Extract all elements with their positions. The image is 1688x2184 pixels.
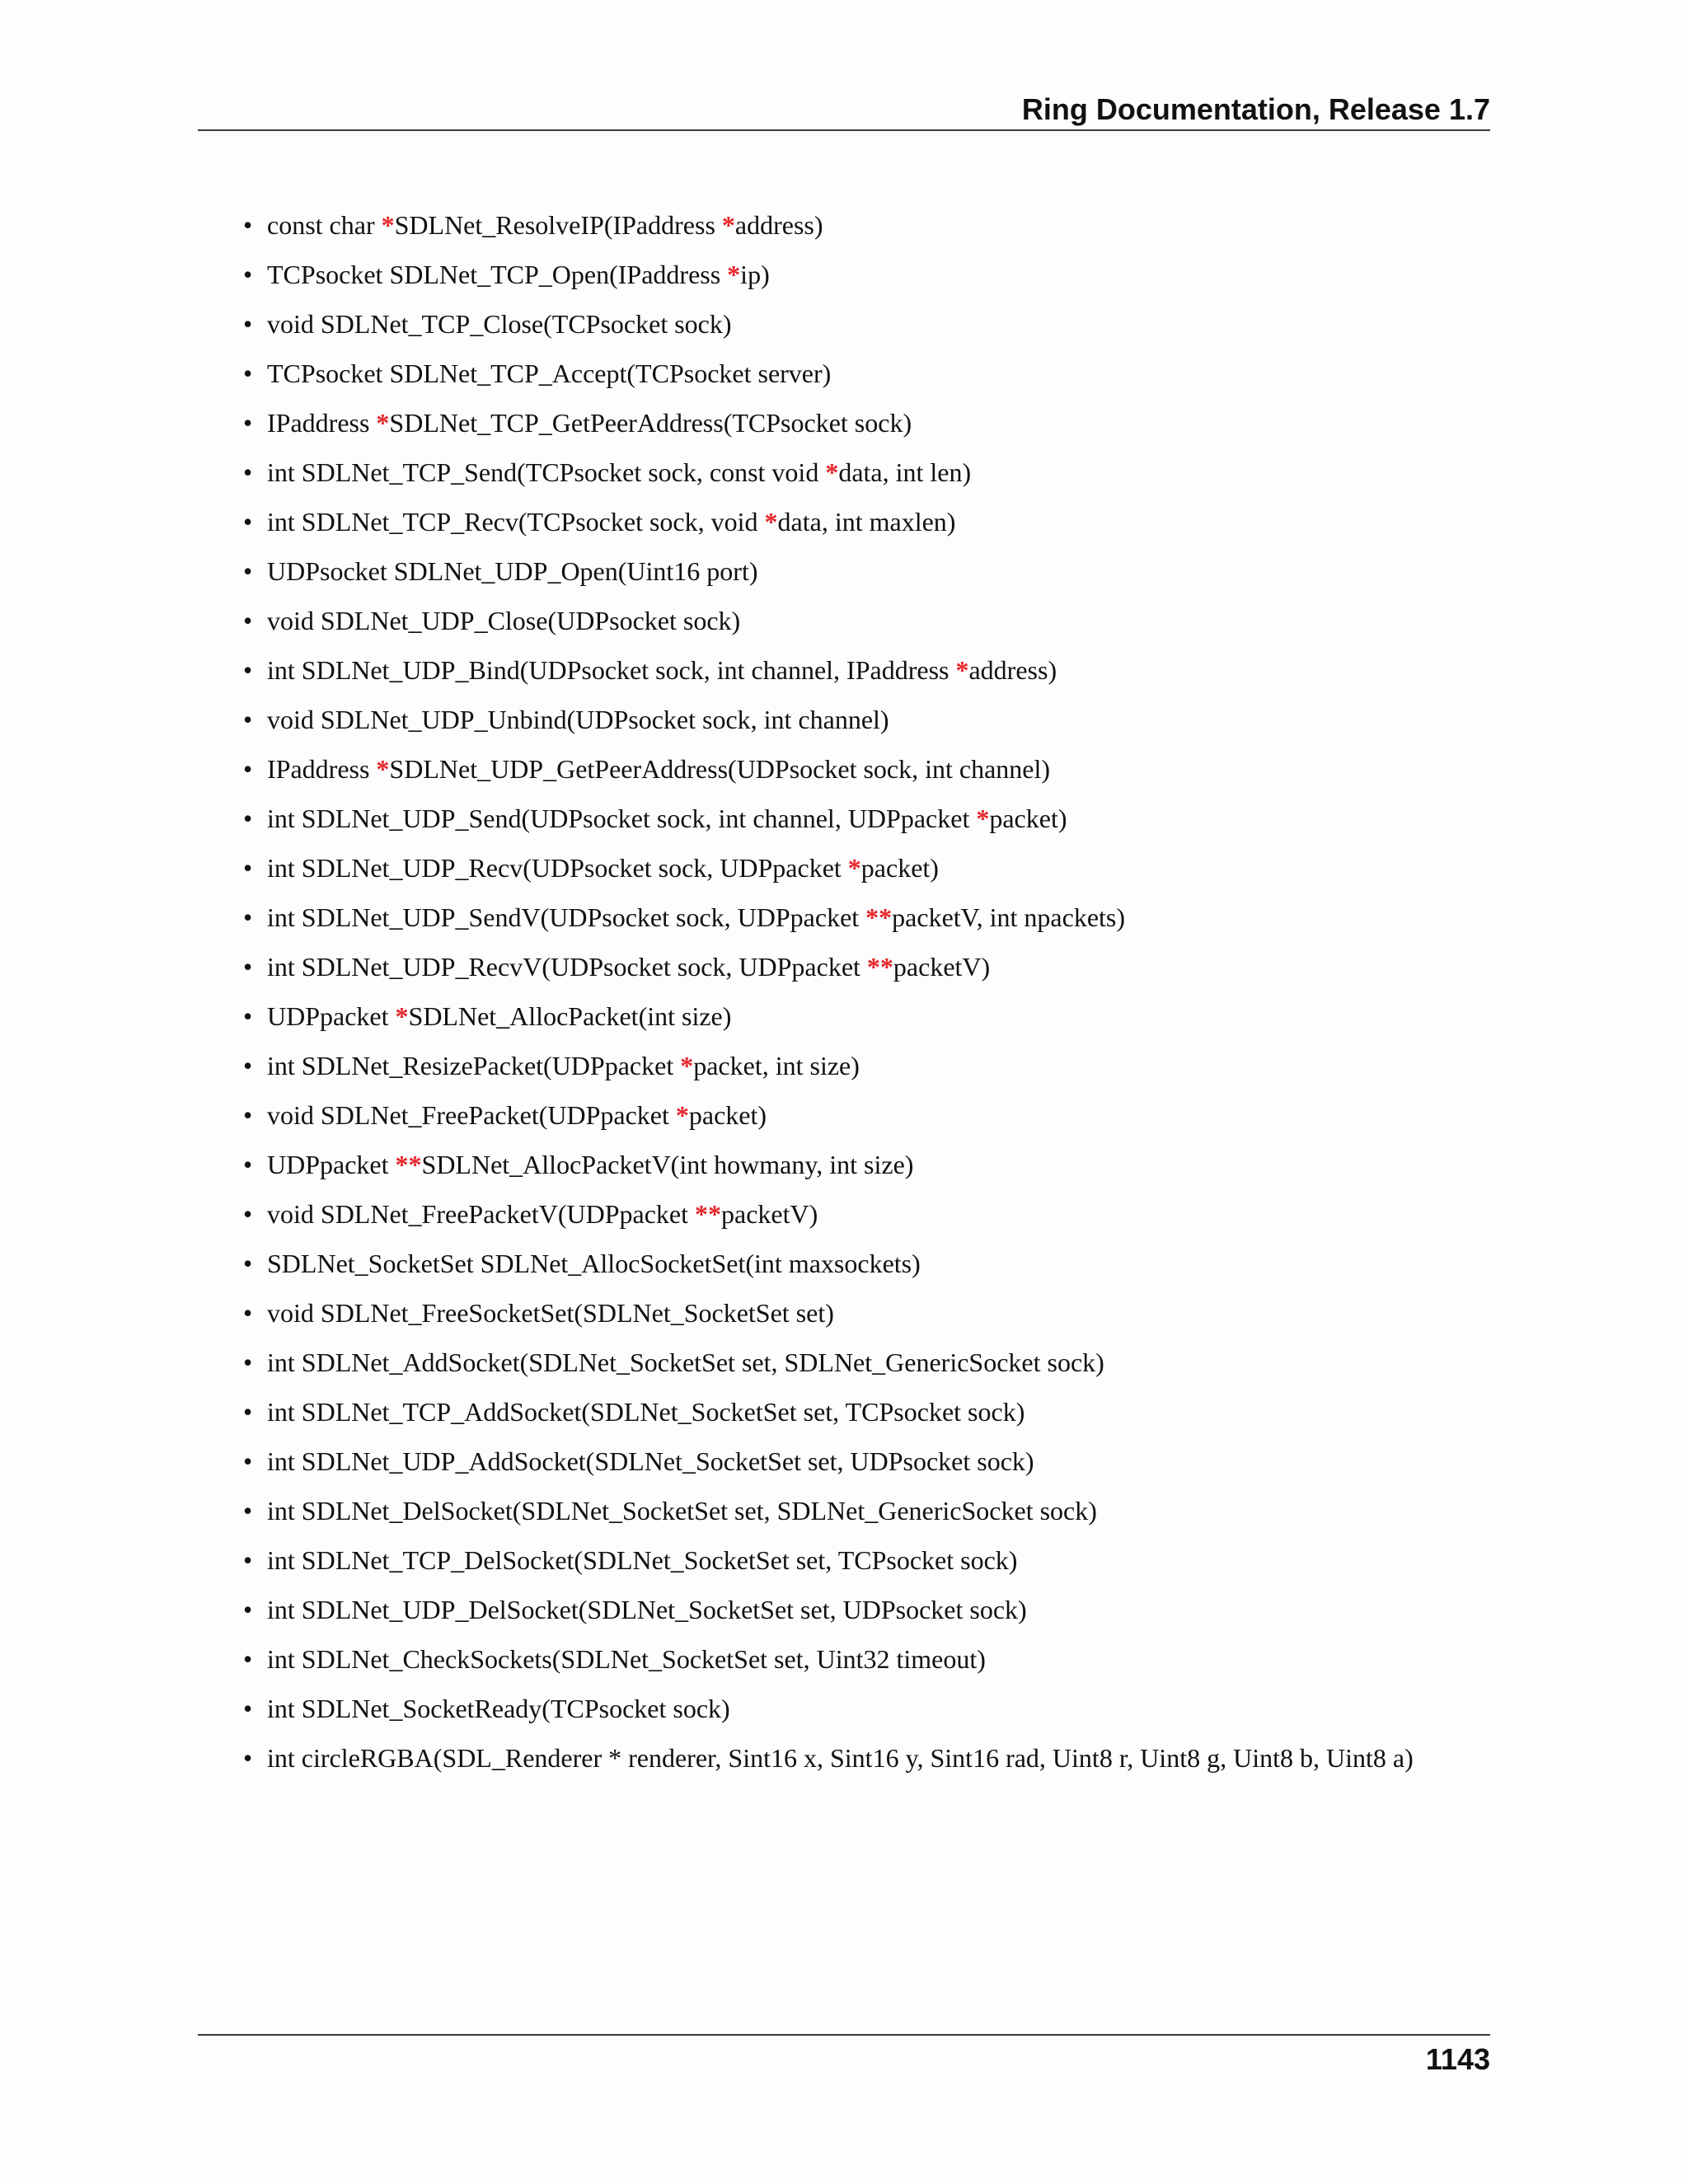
list-item [243,398,1562,448]
bullet-icon: • [243,506,253,537]
signature-text: data, int len) [838,457,972,487]
signature-text: void SDLNet_UDP_Unbind(UDPsocket sock, int channel) [267,704,889,734]
pointer-star: * [376,407,390,438]
signature-text: SDLNet_ResolveIP(IPaddress [394,209,722,240]
function-signature [267,1298,834,1329]
bullet-icon: • [243,1099,253,1130]
bullet-icon: • [243,1198,253,1229]
function-signature [267,556,758,587]
signature-text: int SDLNet_AddSocket(SDLNet_SocketSet set, SDLNet_GenericSocket sock) [267,1347,1104,1377]
list-item [243,1486,1562,1535]
bullet-icon: • [243,555,253,586]
bullet-icon: • [243,1248,253,1278]
list-item [243,1585,1562,1634]
signature-text: packetV, int npackets) [892,902,1126,932]
list-item [243,349,1562,398]
signature-text: TCPsocket SDLNet_TCP_Open(IPaddress [267,259,728,289]
function-signature [267,705,889,735]
signature-text: int SDLNet_ResizePacket(UDPpacket [267,1050,681,1080]
function-signature [267,309,732,340]
bullet-icon: • [243,1594,253,1624]
function-signature [267,804,1067,834]
pointer-star: * [764,506,778,537]
signature-text: address) [734,209,823,240]
list-item [243,1189,1562,1239]
list-item [243,1140,1562,1189]
signature-text: packet, int size) [693,1050,860,1080]
signature-text: packetV) [720,1198,818,1229]
signature-text: int SDLNet_DelSocket(SDLNet_SocketSet set, SDLNet_GenericSocket sock) [267,1495,1097,1526]
bullet-icon: • [243,1742,253,1773]
list-item [243,1684,1562,1733]
bullet-icon: • [243,605,253,635]
pointer-star: ** [395,1149,422,1179]
function-signature [267,1001,731,1032]
function-signature [267,1051,860,1081]
pointer-star: ** [865,902,893,932]
bullet-icon: • [243,1347,253,1377]
function-signature [267,1644,986,1675]
pointer-star: * [376,753,390,784]
pointer-star: * [847,852,861,883]
function-signature [267,457,971,488]
list-item [243,744,1562,794]
bullet-icon: • [243,407,253,438]
list-item [243,1288,1562,1338]
signature-text: UDPpacket [267,1149,396,1179]
function-signature [267,1446,1034,1477]
pointer-star: * [381,209,395,240]
list-item [243,448,1562,497]
bullet-icon: • [243,1149,253,1179]
signature-text: int SDLNet_UDP_DelSocket(SDLNet_SocketSet set, UDPsocket sock) [267,1594,1027,1624]
pointer-star: * [825,457,839,487]
signature-text: int SDLNet_UDP_Recv(UDPsocket sock, UDPpacket [267,852,848,883]
function-signature [267,1397,1025,1427]
signature-text: void SDLNet_UDP_Close(UDPsocket sock) [267,605,741,635]
pointer-star: * [675,1099,689,1130]
bullet-icon: • [243,1495,253,1526]
function-signature [267,606,740,636]
function-signature [267,1743,1414,1774]
pointer-star: ** [694,1198,721,1229]
signature-text: int SDLNet_UDP_RecvV(UDPsocket sock, UDPpacket [267,951,867,982]
list-item [243,299,1562,349]
list-item [243,1436,1562,1486]
list-item [243,1634,1562,1684]
signature-text: UDPsocket SDLNet_UDP_Open(Uint16 port) [267,555,758,586]
bullet-icon: • [243,852,253,883]
signature-text: IPaddress [267,407,377,438]
list-item [243,843,1562,893]
function-signature [267,1694,730,1724]
function-signature [267,1545,1017,1576]
signature-text: void SDLNet_TCP_Close(TCPsocket sock) [267,308,732,339]
list-item [243,250,1562,299]
pointer-star: * [955,654,969,685]
function-signature [267,1249,921,1279]
bullet-icon: • [243,654,253,685]
signature-text: SDLNet_AllocPacket(int size) [408,1001,732,1031]
footer-rule [198,2034,1490,2036]
signature-text: data, int maxlen) [777,506,956,537]
signature-text: TCPsocket SDLNet_TCP_Accept(TCPsocket server) [267,358,832,388]
signature-text: SDLNet_TCP_GetPeerAddress(TCPsocket sock) [389,407,912,438]
signature-text: int SDLNet_UDP_SendV(UDPsocket sock, UDPpacket [267,902,866,932]
bullet-icon: • [243,753,253,784]
list-item [243,942,1562,991]
signature-text: packet) [860,852,939,883]
list-item [243,596,1562,645]
signature-text: const char [267,209,382,240]
function-signature [267,952,990,982]
list-item [243,1041,1562,1090]
signature-text: void SDLNet_FreeSocketSet(SDLNet_SocketSet set) [267,1297,834,1328]
signature-text: SDLNet_AllocPacketV(int howmany, int size) [421,1149,914,1179]
list-item [243,1239,1562,1288]
bullet-icon: • [243,1693,253,1723]
function-signature [267,1496,1097,1526]
signature-text: UDPpacket [267,1001,396,1031]
signature-text: SDLNet_UDP_GetPeerAddress(UDPsocket sock, int channel) [389,753,1051,784]
list-item [243,1733,1562,1783]
header-rule [198,129,1490,131]
signature-text: int SDLNet_CheckSockets(SDLNet_SocketSet set, Uint32 timeout) [267,1643,986,1674]
function-signature [267,507,955,537]
signature-text: packet) [989,803,1067,833]
function-signature [267,359,831,389]
function-signature [267,408,912,438]
bullet-icon: • [243,308,253,339]
signature-text: int SDLNet_UDP_AddSocket(SDLNet_SocketSet set, UDPsocket sock) [267,1446,1034,1476]
bullet-icon: • [243,803,253,833]
bullet-icon: • [243,259,253,289]
function-signature [267,1595,1027,1625]
pointer-star: * [680,1050,694,1080]
signature-text: int SDLNet_TCP_Recv(TCPsocket sock, void [267,506,765,537]
list-item [243,1387,1562,1436]
function-signature [267,210,823,241]
signature-text: IPaddress [267,753,377,784]
bullet-icon: • [243,457,253,487]
list-item [243,200,1562,250]
bullet-icon: • [243,1544,253,1575]
function-signature [267,853,939,883]
bullet-icon: • [243,1001,253,1031]
bullet-icon: • [243,209,253,240]
pointer-star: * [395,1001,409,1031]
signature-text: int SDLNet_TCP_Send(TCPsocket sock, const void [267,457,826,487]
signature-text: int SDLNet_TCP_AddSocket(SDLNet_SocketSet set, TCPsocket sock) [267,1396,1025,1427]
function-signature-list [243,200,1562,1783]
bullet-icon: • [243,358,253,388]
pointer-star: * [976,803,990,833]
list-item [243,645,1562,695]
bullet-icon: • [243,1050,253,1080]
bullet-icon: • [243,1643,253,1674]
function-signature [267,1150,913,1180]
signature-text: address) [968,654,1057,685]
function-signature [267,260,770,290]
list-item [243,695,1562,744]
list-item [243,794,1562,843]
bullet-icon: • [243,902,253,932]
signature-text: ip) [740,259,770,289]
list-item [243,497,1562,546]
pointer-star: * [721,209,735,240]
function-signature [267,1347,1104,1378]
list-item [243,1090,1562,1140]
list-item [243,893,1562,942]
signature-text: int SDLNet_UDP_Send(UDPsocket sock, int channel, UDPpacket [267,803,977,833]
function-signature [267,655,1057,686]
bullet-icon: • [243,1396,253,1427]
function-signature [267,1199,818,1230]
function-signature [267,902,1125,933]
signature-text: void SDLNet_FreePacket(UDPpacket [267,1099,676,1130]
function-signature [267,754,1050,785]
pointer-star: * [727,259,741,289]
signature-text: packetV) [893,951,991,982]
page-number: 1143 [1425,2042,1490,2076]
bullet-icon: • [243,704,253,734]
signature-text: int SDLNet_TCP_DelSocket(SDLNet_SocketSet set, TCPsocket sock) [267,1544,1018,1575]
signature-text: void SDLNet_FreePacketV(UDPpacket [267,1198,695,1229]
signature-text: int SDLNet_SocketReady(TCPsocket sock) [267,1693,730,1723]
list-item [243,991,1562,1041]
signature-text: packet) [688,1099,767,1130]
bullet-icon: • [243,1297,253,1328]
list-item [243,546,1562,596]
signature-text: int SDLNet_UDP_Bind(UDPsocket sock, int channel, IPaddress [267,654,956,685]
signature-text: SDLNet_SocketSet SDLNet_AllocSocketSet(int maxsockets) [267,1248,921,1278]
list-item [243,1535,1562,1585]
running-header-title: Ring Documentation, Release 1.7 [1021,92,1490,126]
bullet-icon: • [243,1446,253,1476]
list-item [243,1338,1562,1387]
signature-text: int circleRGBA(SDL_Renderer * renderer, Sint16 x, Sint16 y, Sint16 rad, Uint8 r, Uint8 g, Uint8 b, Uint8 a) [267,1742,1414,1773]
bullet-icon: • [243,951,253,982]
function-signature [267,1100,767,1131]
pointer-star: ** [866,951,893,982]
